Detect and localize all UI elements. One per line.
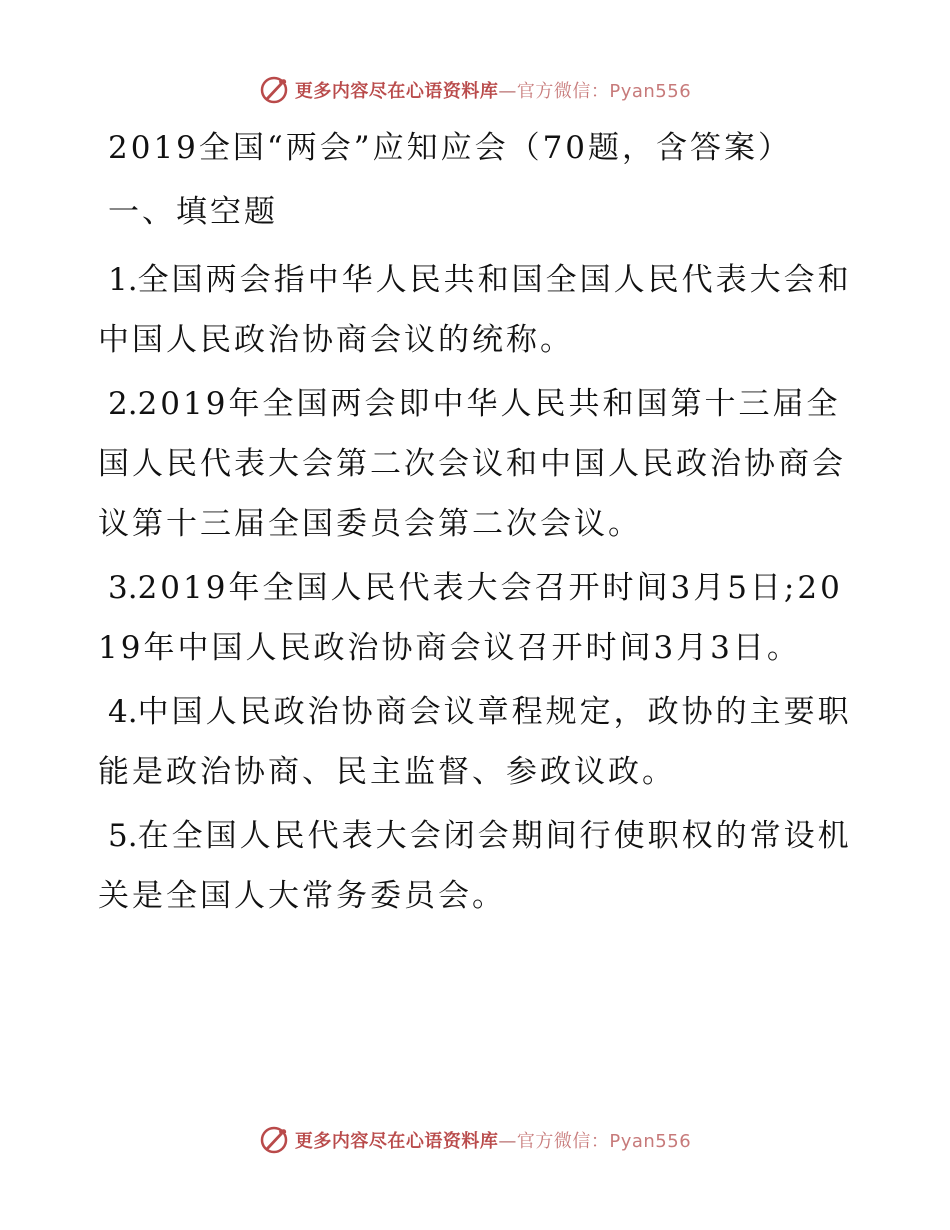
header-watermark <box>0 70 950 110</box>
watermark-wechat-text: 官方微信：Pyan556 <box>516 1131 692 1152</box>
item-text: 2019年全国人民代表大会召开时间3月5日;2019年中国人民政治协商会议召开时间3月3日。 <box>98 570 843 666</box>
item-number: 2. <box>108 386 138 422</box>
item-number: 1. <box>108 262 138 298</box>
list-item <box>98 374 858 554</box>
item-text: 全国两会指中华人民共和国全国人民代表大会和中国人民政治协商会议的统称。 <box>98 262 852 358</box>
watermark-link-text[interactable]: 更多内容尽在心语资料库 <box>294 81 499 102</box>
quill-logo-icon <box>259 75 289 105</box>
document-body <box>98 122 858 930</box>
list-item <box>98 682 858 802</box>
list-item <box>98 558 858 678</box>
section-heading: 一、填空题 <box>108 194 278 230</box>
watermark-link-text[interactable]: 更多内容尽在心语资料库 <box>294 1131 499 1152</box>
item-number: 3. <box>108 570 138 606</box>
document-title: 2019全国“两会”应知应会（70题，含答案） <box>108 130 793 166</box>
list-item <box>98 250 858 370</box>
watermark-wechat-text: 官方微信：Pyan556 <box>516 81 692 102</box>
item-text: 中国人民政治协商会议章程规定，政协的主要职能是政治协商、民主监督、参政议政。 <box>98 694 852 790</box>
quill-logo-icon <box>259 1125 289 1155</box>
list-item <box>98 806 858 926</box>
item-text: 在全国人民代表大会闭会期间行使职权的常设机关是全国人大常务委员会。 <box>98 818 852 914</box>
watermark-separator: — <box>498 1131 517 1152</box>
footer-watermark <box>0 1120 950 1160</box>
watermark-separator: — <box>498 81 517 102</box>
item-number: 5. <box>108 818 138 854</box>
item-number: 4. <box>108 694 138 730</box>
item-text: 2019年全国两会即中华人民共和国第十三届全国人民代表大会第二次会议和中国人民政治协商会议第十三届全国委员会第二次会议。 <box>98 386 846 542</box>
